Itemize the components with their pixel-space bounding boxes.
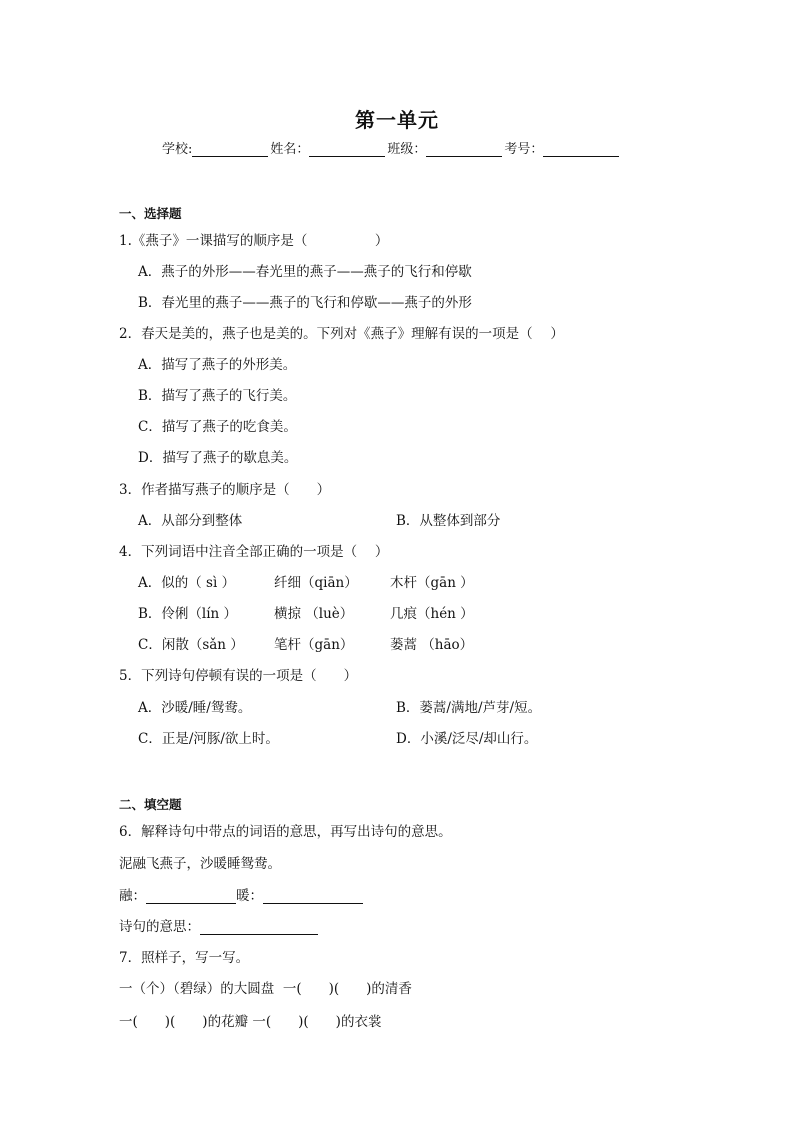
page-title: 第一单元 (355, 108, 439, 132)
q3-option-a[interactable]: A．从部分到整体 (138, 513, 243, 529)
meaning-blank[interactable] (200, 920, 318, 935)
q7-row-1 (119, 977, 412, 997)
exam-number-label: 考号： (504, 142, 544, 157)
nuan-label: 暖： (236, 888, 263, 904)
q6-meaning-row (119, 915, 318, 935)
q5-option-c[interactable]: C．正是/河豚/欲上时。 (138, 731, 279, 747)
q1-option-b[interactable]: B．春光里的燕子——燕子的飞行和停歇——燕子的外形 (138, 295, 472, 311)
q2-option-d[interactable]: D．描写了燕子的歇息美。 (138, 450, 298, 466)
q4-option-a-word2: 纤细（qiān） (274, 575, 358, 591)
q5-option-d[interactable]: D．小溪/泛尽/却山行。 (396, 731, 538, 747)
rong-label: 融： (119, 888, 146, 904)
class-label: 班级： (387, 142, 427, 157)
section-choice-heading: 一、选择题 (119, 206, 182, 221)
q7-example: 一（个）（碧绿）的大圆盘 (119, 981, 275, 997)
q4-option-a-word3: 木杆（gān ） (390, 575, 474, 591)
q4-option-c-word3: 蒌蒿 （hāo） (390, 637, 474, 653)
q6-stem: 6．解释诗句中带点的词语的意思，再写出诗句的意思。 (119, 824, 452, 840)
q6-answer-row (119, 884, 363, 904)
name-blank[interactable] (309, 142, 385, 157)
school-label: 学校: (162, 142, 193, 157)
q4-option-b-word3: 几痕（hén ） (390, 606, 474, 622)
q4-option-c-word2: 笔杆（gān） (274, 637, 354, 653)
q5-stem: 5．下列诗句停顿有误的一项是（ ） (119, 668, 358, 684)
q5-option-b[interactable]: B．蒌蒿/满地/芦芽/短。 (396, 700, 542, 716)
school-blank[interactable] (192, 142, 268, 157)
q7-blank-fragrance[interactable]: 一( )( )的清香 (282, 981, 412, 997)
rong-blank[interactable] (146, 889, 236, 904)
q3-stem: 3．作者描写燕子的顺序是（ ） (119, 482, 331, 498)
q4-stem: 4．下列词语中注音全部正确的一项是（ ） (119, 544, 389, 560)
q2-option-c[interactable]: C．描写了燕子的吃食美。 (138, 419, 297, 435)
q7-blank-clothes[interactable]: 一( )( )的衣裳 (252, 1014, 382, 1030)
q3-option-b[interactable]: B．从整体到部分 (396, 513, 501, 529)
q4-option-b[interactable]: B．伶俐（lín ） (138, 606, 238, 622)
meaning-label: 诗句的意思： (119, 919, 200, 935)
q4-option-a[interactable]: A．似的（ sì ） (138, 575, 236, 591)
q6-poem: 泥融飞燕子，沙暖睡鸳鸯。 (119, 856, 281, 872)
q7-row-2 (119, 1010, 381, 1030)
name-label: 姓名： (270, 142, 310, 157)
class-blank[interactable] (426, 142, 502, 157)
student-info-row (162, 138, 682, 157)
nuan-blank[interactable] (263, 889, 363, 904)
q1-stem: 1.《燕子》一课描写的顺序是（ ） (119, 233, 389, 249)
q1-option-a[interactable]: A．燕子的外形——春光里的燕子——燕子的飞行和停歇 (138, 264, 472, 280)
q7-blank-petal[interactable]: 一( )( )的花瓣 (119, 1014, 249, 1030)
q5-option-a[interactable]: A．沙暖/睡/鸳鸯。 (138, 700, 252, 716)
exam-number-blank[interactable] (543, 142, 619, 157)
q2-option-b[interactable]: B．描写了燕子的飞行美。 (138, 388, 297, 404)
q2-option-a[interactable]: A．描写了燕子的外形美。 (138, 357, 297, 373)
section-fill-heading: 二、填空题 (119, 797, 182, 812)
q7-stem: 7．照样子，写一写。 (119, 950, 250, 966)
q4-option-c[interactable]: C．闲散（sǎn ） (138, 637, 244, 653)
q2-stem: 2．春天是美的，燕子也是美的。下列对《燕子》理解有误的一项是（ ） (119, 326, 564, 342)
q4-option-b-word2: 横掠 （luè） (274, 606, 354, 622)
